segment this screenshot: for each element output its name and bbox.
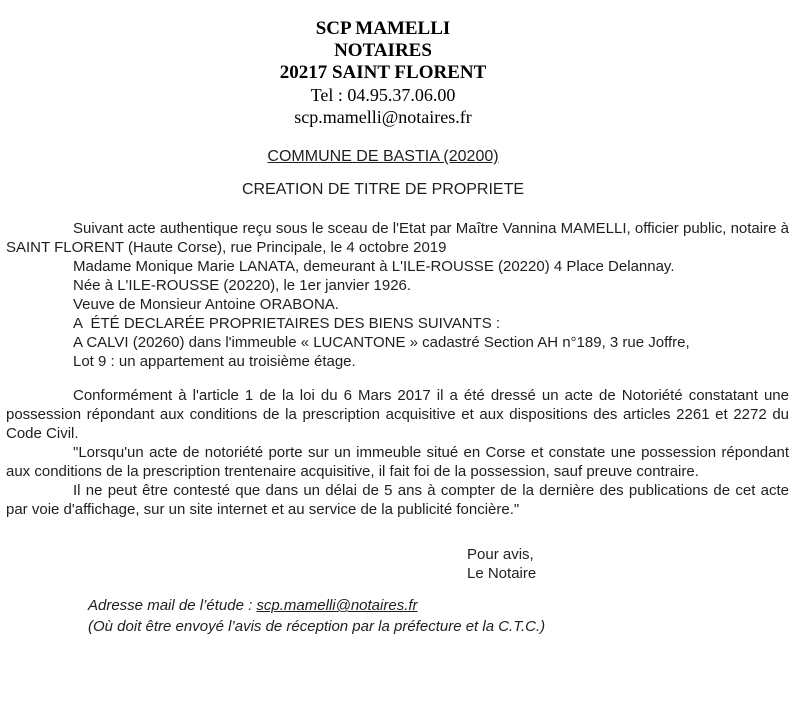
paragraph-law: Conformément à l'article 1 de la loi du 6 Mars 2017 il a été dressé un acte de Notoriété constatant une possession répondant aux conditions de la prescription acquisitive et aux dispositions des articles 2261 et 2272 du Code Civil. — [6, 387, 789, 442]
document-titles — [6, 148, 760, 198]
footer-mail-label: Adresse mail de l’étude : — [88, 597, 257, 614]
letterhead-office-name: SCP MAMELLI — [315, 18, 451, 39]
signature-le-notaire: Le Notaire — [467, 565, 537, 582]
detail-line-declaration: A ÉTÉ DECLARÉE PROPRIETAIRES DES BIENS SUIVANTS : — [73, 315, 501, 332]
detail-line-widow: Veuve de Monsieur Antoine ORABONA. — [73, 296, 339, 313]
signature-pour-avis: Pour avis, — [467, 546, 534, 563]
paragraph-quote-2: Il ne peut être contesté que dans un délai de 5 ans à compter de la dernière des publications de cet acte par voie d'affichage, sur un site internet et au service de la publicité foncière." — [6, 482, 789, 518]
detail-line-lot: Lot 9 : un appartement au troisième étage. — [73, 353, 356, 370]
letterhead-email: scp.mamelli@notaires.fr — [294, 107, 472, 127]
document-body — [6, 219, 789, 519]
letterhead — [6, 18, 760, 128]
paragraph-quote-1: "Lorsqu'un acte de notoriété porte sur un immeuble situé en Corse et constate une possession répondant aux conditions de la prescription trentenaire acquisitive, il fait foi de la possession, sauf preuve contraire. — [6, 444, 789, 480]
letterhead-city: 20217 SAINT FLORENT — [279, 62, 487, 83]
subject-title: CREATION DE TITRE DE PROPRIETE — [241, 181, 525, 198]
footer-mail-value: scp.mamelli@notaires.fr — [256, 597, 418, 614]
commune-title: COMMUNE DE BASTIA (20200) — [267, 148, 499, 165]
detail-line-property: A CALVI (20260) dans l'immeuble « LUCANTONE » cadastré Section AH n°189, 3 rue Joffre, — [73, 334, 690, 351]
footer-block — [88, 595, 789, 637]
letterhead-profession: NOTAIRES — [334, 40, 432, 61]
footer-note: (Où doit être envoyé l’avis de réception par la préfecture et la C.T.C.) — [88, 618, 546, 635]
letterhead-phone: Tel : 04.95.37.06.00 — [310, 85, 456, 105]
paragraph-intro: Suivant acte authentique reçu sous le sceau de l'Etat par Maître Vannina MAMELLI, officier public, notaire à SAINT FLORENT (Haute Corse), rue Principale, le 4 octobre 2019 — [6, 220, 789, 256]
footer-mail-line — [88, 595, 789, 616]
detail-line-owner: Madame Monique Marie LANATA, demeurant à L'ILE-ROUSSE (20220) 4 Place Delannay. — [73, 258, 675, 275]
signature-block — [467, 545, 789, 583]
detail-line-birth: Née à L'ILE-ROUSSE (20220), le 1er janvier 1926. — [73, 277, 412, 294]
